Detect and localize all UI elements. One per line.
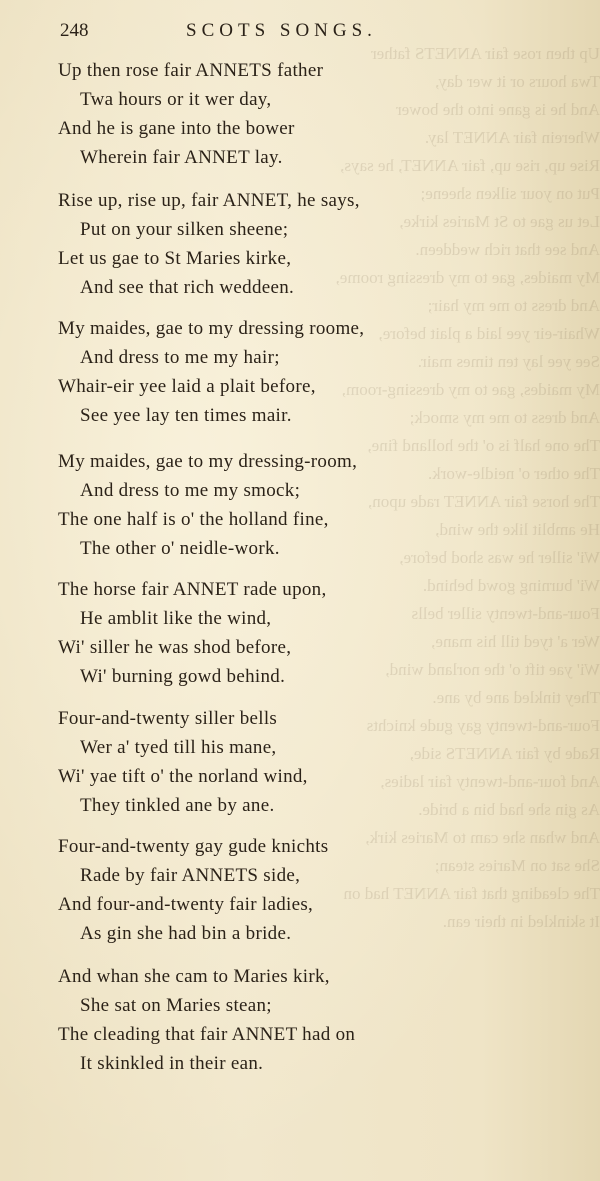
show-through-line: The other o' neidle-work. (427, 464, 600, 483)
show-through-line: Wi' yae tift o' the norland wind, (385, 660, 600, 679)
verse-line: And dress to me my hair; (80, 347, 280, 368)
verse-line: Wer a' tyed till his mane, (80, 737, 277, 758)
show-through-line: Four-and-twenty siller bells (411, 604, 600, 623)
verse-line: And dress to me my smock; (80, 480, 301, 501)
verse-line: My maides, gae to my dressing-room, (58, 451, 358, 472)
verse-line: They tinkled ane by ane. (80, 795, 275, 816)
running-head: SCOTS SONGS. (186, 20, 377, 41)
show-through-line: Rise up, rise up, fair ANNET, he says, (340, 156, 600, 175)
verse-line: Rise up, rise up, fair ANNET, he says, (58, 190, 360, 211)
show-through-line: The one half is o' the holland fine, (367, 436, 600, 455)
show-through-line: See yee lay ten times mair. (417, 352, 600, 371)
show-through-line: As gin she had bin a bride. (418, 800, 600, 819)
verse-line: Four-and-twenty gay gude knichts (58, 836, 329, 857)
verse-line: Up then rose fair ANNETS father (58, 60, 324, 81)
page-number: 248 (60, 20, 89, 41)
verse-line: And he is gane into the bower (58, 118, 295, 139)
verse-line: And whan she cam to Maries kirk, (58, 966, 330, 987)
verse-line: Wi' siller he was shod before, (58, 637, 292, 658)
show-through-line: And dress to me my hair; (427, 296, 600, 315)
verse-line: It skinkled in their ean. (80, 1053, 264, 1074)
show-through-line: The cleading that fair ANNET had on (343, 884, 600, 903)
show-through-line: It skinkled in their ean. (442, 912, 600, 931)
verse-line: She sat on Maries stean; (80, 995, 272, 1016)
show-through-line: Whair-eir yee laid a plait before, (378, 324, 600, 343)
verse-line: Let us gae to St Maries kirke, (58, 248, 292, 269)
show-through-line: She sat on Maries stean; (434, 856, 600, 875)
show-through-line: Wi' burning gowd behind. (422, 576, 600, 595)
verse-line: The other o' neidle-work. (80, 538, 280, 559)
show-through-line: Wherein fair ANNET lay. (424, 128, 600, 147)
verse-line: Whair-eir yee laid a plait before, (58, 376, 316, 397)
verse-line: The horse fair ANNET rade upon, (58, 579, 327, 600)
verse-line: Rade by fair ANNETS side, (80, 865, 301, 886)
show-through-line: The horse fair ANNET rade upon, (368, 492, 600, 511)
verse-line: Put on your silken sheene; (80, 219, 289, 240)
show-through-line: Twa hours or it wer day, (435, 72, 600, 91)
verse-line: Four-and-twenty siller bells (58, 708, 278, 729)
verse-line: See yee lay ten times mair. (80, 405, 292, 426)
verse-line: Wherein fair ANNET lay. (80, 147, 283, 168)
verse-line: The one half is o' the holland fine, (58, 509, 329, 530)
show-through-line: And four-and-twenty fair ladies, (380, 772, 600, 791)
show-through-line: Put on your silken sheene; (420, 184, 600, 203)
show-through-line: And he is gane into the bower (396, 100, 600, 119)
verse-line: He amblit like the wind, (80, 608, 272, 629)
verse-line: Wi' yae tift o' the norland wind, (58, 766, 308, 787)
verse-line: And see that rich weddeen. (80, 277, 295, 298)
verse-line: And four-and-twenty fair ladies, (58, 894, 314, 915)
verse-line: Twa hours or it wer day, (80, 89, 272, 110)
show-through-line: Wer a' tyed till his mane, (431, 632, 600, 651)
verse-line: Wi' burning gowd behind. (80, 666, 286, 687)
page-header (60, 20, 500, 44)
verse-line: The cleading that fair ANNET had on (58, 1024, 356, 1045)
show-through-line: Rade by fair ANNETS side, (409, 744, 600, 763)
show-through-line: Four-and-twenty gay gude knichts (366, 716, 600, 735)
show-through-line: Up then rose fair ANNETS father (371, 44, 600, 63)
show-through-line: He amblit like the wind, (435, 520, 600, 539)
show-through-line: My maides, gae to my dressing roome, (335, 268, 600, 287)
verse-line: As gin she had bin a bride. (80, 923, 292, 944)
show-through-line: And whan she cam to Maries kirk, (365, 828, 600, 847)
verse-line: My maides, gae to my dressing roome, (58, 318, 365, 339)
show-through-line: And dress to me my smock; (409, 408, 600, 427)
show-through-text (335, 40, 600, 1100)
show-through-line: They tinkled ane by ane. (432, 688, 600, 707)
show-through-line: My maides, gae to my dressing-room, (341, 380, 600, 399)
show-through-line: Wi' siller he was shod before, (399, 548, 600, 567)
show-through-line: Let us gae to St Maries kirke, (399, 212, 600, 231)
show-through-line: And see that rich weddeen. (415, 240, 600, 259)
